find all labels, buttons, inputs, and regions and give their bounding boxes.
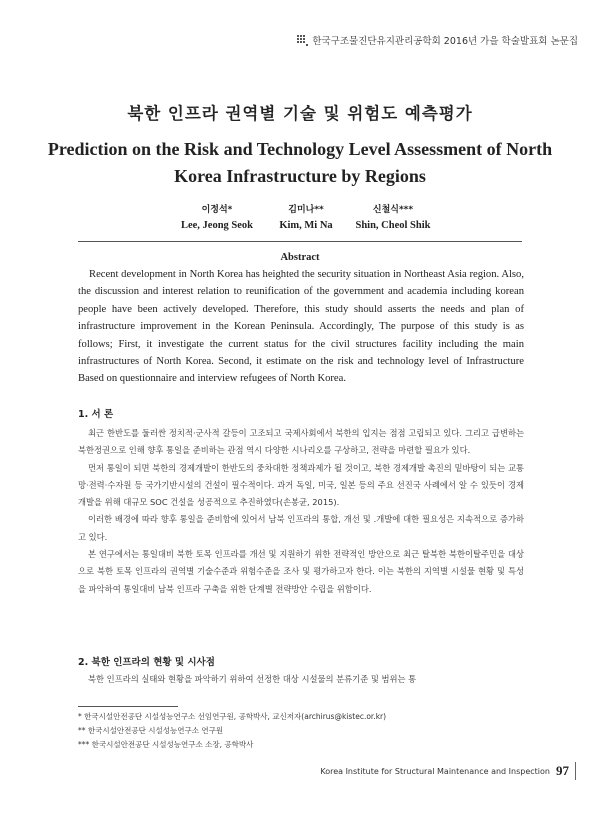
paragraph: 최근 한반도를 둘러싼 정치적·군사적 갈등이 고조되고 국제사회에서 북한의 입지는 점점 고립되고 있다. 그리고 급변하는 북한정권으로 인해 향후 통일을 준비하는 관점 역시 다양한 시나리오를 구상하고, 전략을 마련할 필요가 있다.: [78, 428, 524, 456]
section-heading-introduction: 1. 서 론: [78, 409, 114, 420]
paper-title-korean: 북한 인프라 권역별 기술 및 위험도 예측평가: [127, 104, 473, 123]
author-2: [266, 202, 346, 231]
dotted-square-icon: [297, 35, 308, 46]
author-name-korean: 이정석*: [201, 205, 233, 215]
page-footer: [320, 762, 576, 780]
header-text: 한국구조물진단유지관리공학회 2016년 가을 학술발표회 논문집: [312, 36, 578, 47]
paragraph: 이러한 배경에 따라 향후 통일을 준비함에 있어서 남북 인프라의 통합, 개선 및 .개발에 대한 필요성은 지속적으로 증가하고 있다.: [78, 514, 524, 542]
footnote: * 한국시설안전공단 시설성능연구소 선임연구원, 공학박사, 교신저자(archirus@kistec.or.kr): [78, 712, 387, 721]
footer-organization: Korea Institute for Structural Maintenance and Inspection: [320, 766, 550, 776]
paragraph: 먼저 통일이 되면 북한의 경제개발이 한반도의 중차대한 정책과제가 될 것이고, 북한 경제개발 촉진의 밑바탕이 되는 교통망·전력·수자원 등 국가기반시설의 건설이 필수적이다. 과거 독일, 미국, 일본 등의 주요 선진국 사례에서 알 수 있듯이 경제개발을 위해 대규모 SOC 건설을 성공적으로 추진하였다(손봉균, 2015).: [78, 462, 524, 508]
section-heading-status: 2. 북한 인프라의 현황 및 시사점: [78, 657, 215, 668]
paragraph: 북한 인프라의 실태와 현황을 파악하기 위하여 선정한 대상 시설물의 분류기준 및 범위는 통: [88, 674, 417, 684]
author-name-korean: 신철식***: [372, 205, 414, 215]
running-header: [297, 33, 578, 47]
section-body-introduction: [78, 425, 524, 598]
author-footnotes: [78, 710, 386, 752]
author-name-english: Lee, Jeong Seok: [180, 220, 254, 231]
author-name-english: Shin, Cheol Shik: [355, 220, 431, 231]
abstract-title: Abstract: [280, 252, 320, 263]
author-3: [346, 202, 440, 231]
footnote-divider: [78, 706, 178, 707]
author-name-english: Kim, Mi Na: [279, 220, 333, 231]
page-number: 97: [556, 763, 569, 778]
paragraph: 본 연구에서는 통일대비 북한 토목 인프라를 개선 및 지원하기 위한 전략적인 방안으로 최근 탈북한 북한이탈주민을 대상으로 북한 토목 인프라의 권역별 기술수준과 위험수준을 조사 및 평가하고자 한다. 이는 북한의 지역별 시설물 현황 및 특성을 파악하여 통일대비 남북 인프라 구축을 위한 단계별 전략방안 수립을 위함이다.: [78, 549, 524, 594]
author-name-korean: 김미나**: [288, 205, 324, 215]
footnote: ** 한국시설안전공단 시설성능연구소 연구원: [78, 726, 224, 735]
title-divider: [78, 241, 522, 242]
abstract-body: Recent development in North Korea has heighted the security situation in Northeast Asia region. Also, the discussion and interest relation to reunification of the government and academia including korean people have been actively developed. Therefore, this study should asserts the needs and plan of infrastructure improvement in the Korean Peninsula. Accordingly, The purpose of this study is as follows; First, it investigate the current status for the civil structures facility including the main infrastructures of North Korea. Second, it estimate on the risk and technology level of Infrastructure Based on questionnaire and interview refugees of North Korea.: [78, 269, 524, 385]
paper-title-english: Prediction on the Risk and Technology Level Assessment of North Korea Infrastructure by Regions: [47, 139, 553, 186]
section-body-status: [78, 671, 524, 688]
author-1: [172, 202, 262, 231]
page-number-bar: [575, 762, 576, 780]
footnote: *** 한국시설안전공단 시설성능연구소 소장, 공학박사: [78, 740, 254, 749]
